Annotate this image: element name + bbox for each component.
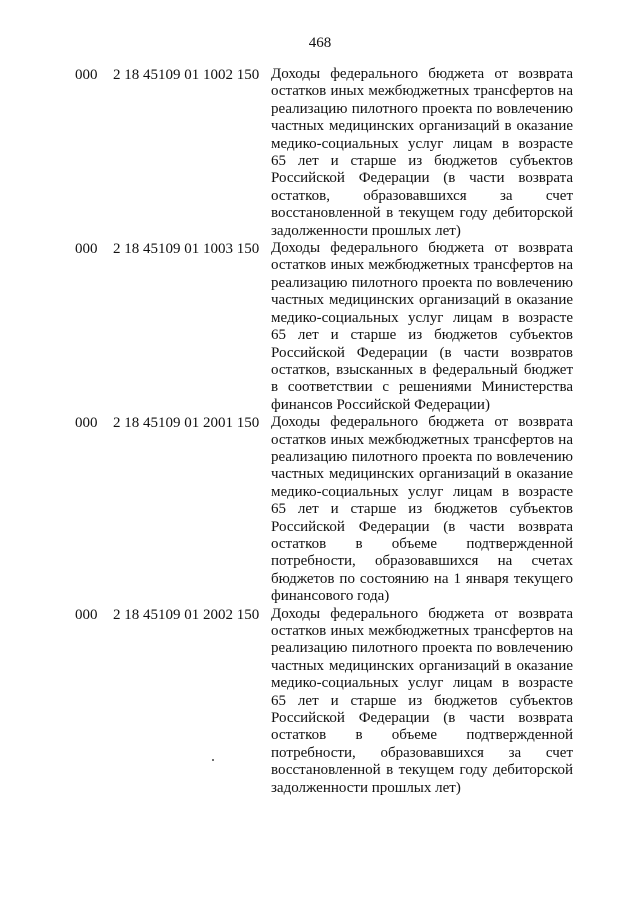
- description-line: медико-социальных услуг лицам в возрасте: [271, 675, 573, 692]
- description-line: реализацию пилотного проекта по вовлечению: [271, 640, 573, 657]
- revenue-description: [271, 66, 573, 240]
- description-line: медико-социальных услуг лицам в возрасте: [271, 135, 573, 152]
- description-line: задолженности прошлых лет): [271, 222, 461, 239]
- description-line: остатков, образовавшихся за счет: [271, 187, 573, 204]
- description-line: частных медицинских организаций в оказание: [271, 292, 573, 309]
- description-line: 65 лет и старше из бюджетов субъектов: [271, 327, 573, 344]
- admin-code: 000: [75, 606, 98, 623]
- description-line: 65 лет и старше из бюджетов субъектов: [271, 692, 573, 709]
- description-line: бюджетов по состоянию на 1 января текущего: [271, 570, 573, 587]
- description-line: реализацию пилотного проекта по вовлечению: [271, 274, 573, 291]
- description-line: Российской Федерации (в части возврата: [271, 710, 573, 727]
- budget-entry: [0, 240, 640, 414]
- description-line: 65 лет и старше из бюджетов субъектов: [271, 153, 573, 170]
- budget-classification-code: 2 18 45109 01 2002 150: [113, 606, 260, 623]
- description-line: восстановленной в текущем году дебиторской: [271, 205, 573, 222]
- description-line: Доходы федерального бюджета от возврата: [271, 66, 573, 82]
- description-line: финансов Российской Федерации): [271, 396, 490, 413]
- description-line: частных медицинских организаций в оказание: [271, 466, 573, 483]
- admin-code: 000: [75, 67, 98, 83]
- scan-speck: [212, 759, 214, 761]
- budget-entry: [0, 414, 640, 605]
- description-line: медико-социальных услуг лицам в возрасте: [271, 483, 573, 500]
- description-line: Доходы федерального бюджета от возврата: [271, 240, 573, 257]
- description-line: Доходы федерального бюджета от возврата: [271, 605, 573, 622]
- description-line: Российской Федерации (в части возврата: [271, 170, 573, 187]
- description-line: остатков, взысканных в федеральный бюджет: [271, 361, 573, 378]
- description-line: остатков в объеме подтвержденной: [271, 727, 573, 744]
- budget-classification-code: 2 18 45109 01 2001 150: [113, 415, 260, 432]
- description-line: финансового года): [271, 588, 390, 605]
- description-line: потребности, образовавшихся на счетах: [271, 553, 573, 570]
- description-line: медико-социальных услуг лицам в возрасте: [271, 309, 573, 326]
- description-line: частных медицинских организаций в оказание: [271, 118, 573, 135]
- description-line: Российской Федерации (в части возврата: [271, 518, 573, 535]
- budget-entry: [0, 606, 640, 797]
- page-number: 468: [308, 35, 332, 51]
- description-line: потребности, образовавшихся за счет: [271, 744, 573, 761]
- revenue-description: [271, 414, 573, 605]
- admin-code: 000: [75, 415, 98, 432]
- budget-entry: [0, 66, 640, 240]
- description-line: реализацию пилотного проекта по вовлечению: [271, 448, 573, 465]
- admin-code: 000: [75, 241, 98, 258]
- revenue-description: [271, 606, 573, 797]
- description-line: Российской Федерации (в части возвратов: [271, 344, 573, 361]
- description-line: реализацию пилотного проекта по вовлечению: [271, 100, 573, 117]
- description-line: в соответствии с решениями Министерства: [271, 379, 573, 396]
- description-line: остатков иных межбюджетных трансфертов на: [271, 431, 573, 448]
- description-line: частных медицинских организаций в оказание: [271, 657, 573, 674]
- entries-list: [0, 66, 640, 797]
- description-line: 65 лет и старше из бюджетов субъектов: [271, 501, 573, 518]
- revenue-description: [271, 240, 573, 414]
- description-line: задолженности прошлых лет): [271, 779, 461, 796]
- description-line: остатков иных межбюджетных трансфертов на: [271, 257, 573, 274]
- description-line: восстановленной в текущем году дебиторской: [271, 762, 573, 779]
- description-line: Доходы федерального бюджета от возврата: [271, 414, 573, 431]
- budget-classification-code: 2 18 45109 01 1003 150: [113, 241, 260, 258]
- description-line: остатков иных межбюджетных трансфертов на: [271, 623, 573, 639]
- budget-classification-code: 2 18 45109 01 1002 150: [113, 67, 260, 83]
- description-line: остатков иных межбюджетных трансфертов на: [271, 83, 573, 100]
- description-line: остатков в объеме подтвержденной: [271, 535, 573, 552]
